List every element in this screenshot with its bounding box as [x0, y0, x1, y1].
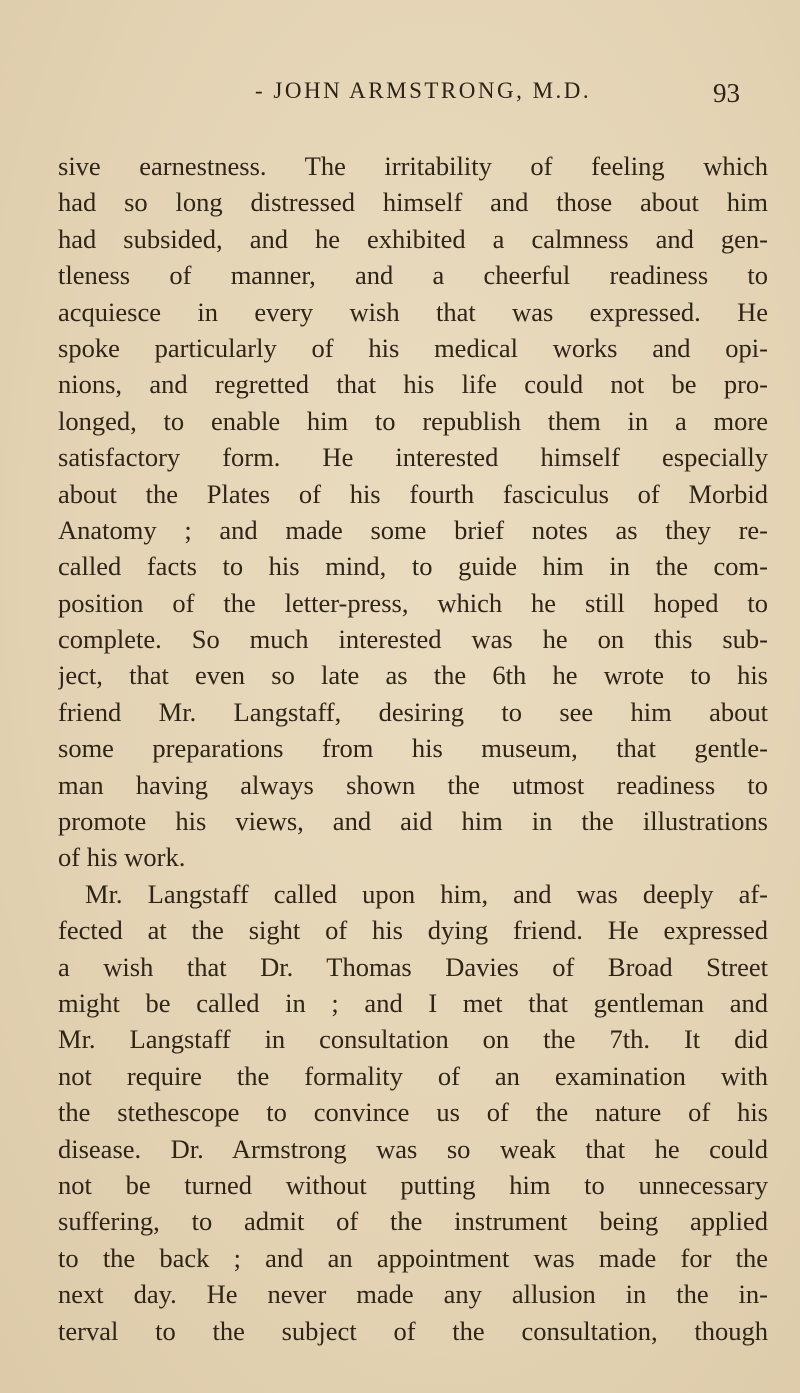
text-line: the stethescope to convince us of the nature of his	[58, 1097, 768, 1128]
text-line: Mr. Langstaff in consultation on the 7th. It did	[58, 1024, 768, 1055]
text-line: had subsided, and he exhibited a calmness and gen-	[58, 223, 768, 254]
text-line: nions, and regretted that his life could not be pro-	[58, 369, 768, 400]
text-line: about the Plates of his fourth fasciculus of Morbid	[58, 478, 768, 509]
text-line: acquiesce in every wish that was expressed. He	[58, 296, 768, 327]
text-line: terval to the subject of the consultation, though	[58, 1315, 768, 1346]
text-line: sive earnestness. The irritability of feeling which	[58, 151, 768, 181]
text-line: complete. So much interested was he on this sub-	[58, 624, 768, 655]
text-line: to the back ; and an appointment was made for the	[58, 1242, 768, 1273]
text-line: satisfactory form. He interested himself especially	[58, 442, 768, 473]
text-line: disease. Dr. Armstrong was so weak that he could	[58, 1133, 768, 1164]
text-line: spoke particularly of his medical works and opi-	[58, 332, 768, 363]
paragraph-start-line: Mr. Langstaff called upon him, and was deeply af-	[85, 878, 768, 909]
text-line: might be called in ; and I met that gentleman and	[58, 987, 768, 1018]
page-header	[0, 78, 800, 118]
body-text	[58, 148, 768, 1349]
text-line: man having always shown the utmost readiness to	[58, 769, 768, 800]
text-line: tleness of manner, and a cheerful readiness to	[58, 260, 768, 291]
text-line: Anatomy ; and made some brief notes as they re-	[58, 514, 768, 545]
text-line: some preparations from his museum, that gentle-	[58, 733, 768, 764]
text-line: position of the letter-press, which he still hoped to	[58, 587, 768, 618]
text-line: called facts to his mind, to guide him in the com-	[58, 551, 768, 582]
text-line: not be turned without putting him to unnecessary	[58, 1169, 768, 1200]
text-line: not require the formality of an examination with	[58, 1060, 768, 1091]
text-line: promote his views, and aid him in the illustrations	[58, 806, 768, 837]
running-head: - JOHN ARMSTRONG, M.D.	[255, 78, 592, 103]
text-line: ject, that even so late as the 6th he wrote to his	[58, 660, 768, 691]
text-line: suffering, to admit of the instrument being applied	[58, 1206, 768, 1237]
text-line: friend Mr. Langstaff, desiring to see him about	[58, 696, 768, 727]
text-line: next day. He never made any allusion in the in-	[58, 1279, 768, 1310]
page-number: 93	[713, 78, 740, 108]
text-line: fected at the sight of his dying friend. He expressed	[58, 915, 768, 946]
text-line: longed, to enable him to republish them in a more	[58, 405, 768, 436]
paragraph-end-line: of his work.	[58, 842, 186, 873]
text-line: a wish that Dr. Thomas Davies of Broad Street	[58, 951, 768, 982]
text-line: had so long distressed himself and those about him	[58, 187, 768, 218]
